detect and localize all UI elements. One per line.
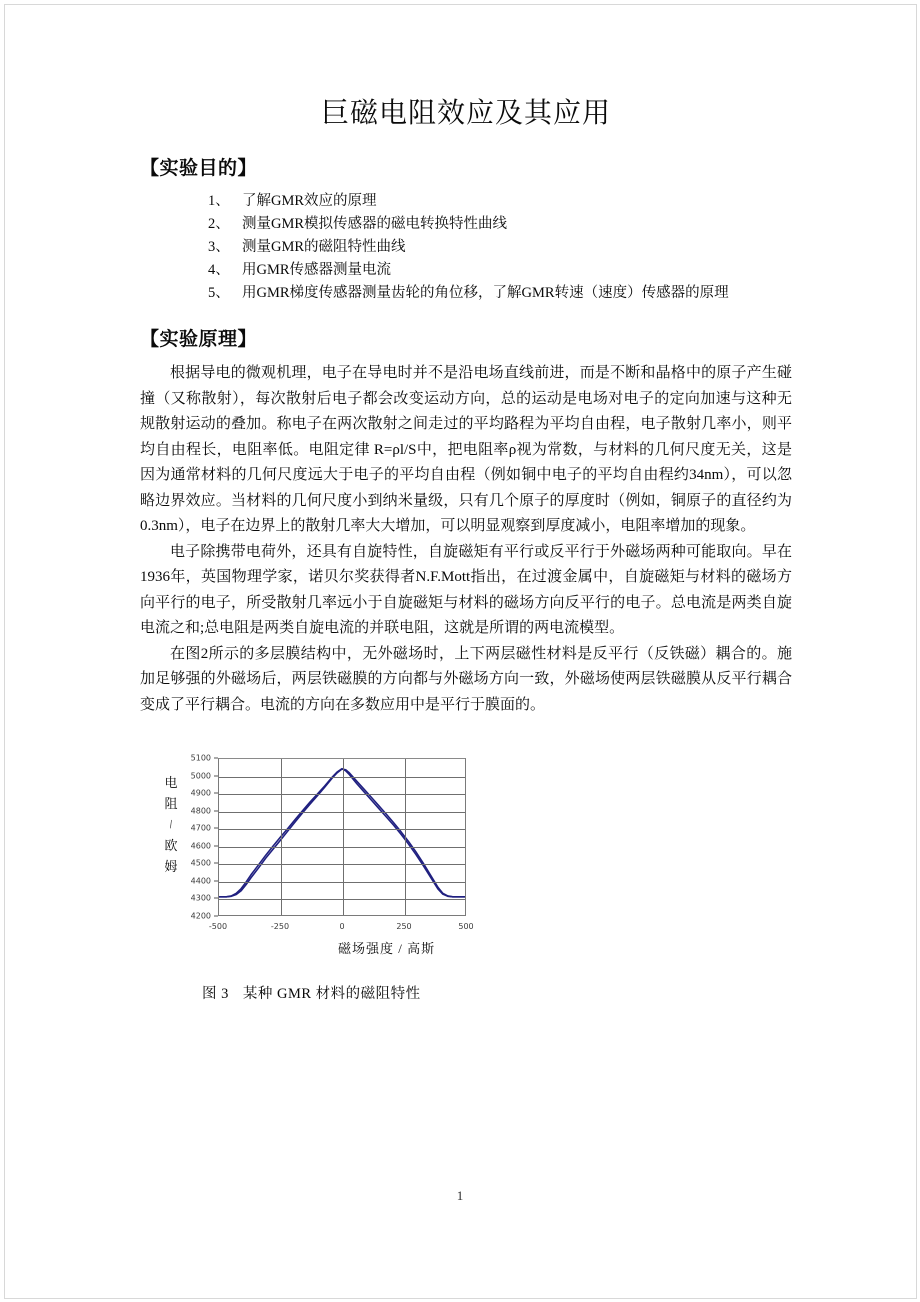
chart-y-tick-label: 4600 <box>190 841 211 851</box>
chart-y-tick-label: 4800 <box>190 806 211 816</box>
list-item-number: 5、 <box>208 285 230 301</box>
chart-x-tick-label: 0 <box>339 922 345 931</box>
chart-gridline-horizontal <box>219 829 465 830</box>
chart-y-tick-label: 4500 <box>190 858 211 868</box>
chart-gridline-horizontal <box>219 899 465 900</box>
list-item-label: 测量GMR模拟传感器的磁电转换特性曲线 <box>242 216 508 232</box>
chart-gridline-vertical <box>281 759 282 915</box>
chart-gridline-horizontal <box>219 847 465 848</box>
chart-y-tick-label: 5100 <box>190 753 211 763</box>
list-item <box>140 213 792 236</box>
chart-magnetoresistance <box>156 753 486 976</box>
chart-gridline-horizontal <box>219 794 465 795</box>
list-item-label: 测量GMR的磁阻特性曲线 <box>242 239 406 255</box>
chart-y-tick-label: 4400 <box>190 876 211 886</box>
list-item-label: 用GMR传感器测量电流 <box>242 262 392 278</box>
objective-list <box>140 190 792 305</box>
chart-curves <box>219 759 465 915</box>
chart-y-tick-label: 4700 <box>190 823 211 833</box>
page-content <box>140 96 792 1003</box>
chart-plot-area <box>218 758 466 916</box>
chart-y-axis-label <box>160 772 182 877</box>
y-axis-label-char: / <box>167 816 174 832</box>
chart-plot-container <box>188 753 486 958</box>
chart-y-axis-ticks <box>188 753 214 923</box>
y-axis-label-char: 阻 <box>164 796 178 811</box>
chart-gridline-horizontal <box>219 882 465 883</box>
y-axis-label-char: 电 <box>164 775 178 790</box>
chart-x-tick-label: 250 <box>396 922 412 931</box>
list-item-number: 1、 <box>208 193 230 209</box>
paragraph-1: 根据导电的微观机理，电子在导电时并不是沿电场直线前进，而是不断和晶格中的原子产生碰撞（又称散射），每次散射后电子都会改变运动方向，总的运动是电场对电子的定向加速与这种无规散射运动的叠加。称电子在两次散射之间走过的平均路程为平均自由程，电子散射几率小，则平均自由程长，电阻率低。电阻定律 R=ρl/S中，把电阻率ρ视为常数，与材料的几何尺度无关，这是因为通常材料的几何尺度远大于电子的平均自由程（例如铜中电子的平均自由程约34nm），可以忽略边界效应。当材料的几何尺度小到纳米量级，只有几个原子的厚度时（例如，铜原子的直径约为0.3nm），电子在边界上的散射几率大大增加，可以明显观察到厚度减小，电阻率增加的现象。 <box>140 365 792 534</box>
chart-x-axis-label: 磁场强度 / 高斯 <box>338 941 436 956</box>
chart-gridline-horizontal <box>219 777 465 778</box>
list-item-label: 了解GMR效应的原理 <box>242 193 377 209</box>
figure-caption-text: 某种 GMR 材料的磁阻特性 <box>242 986 421 1002</box>
paragraph-3: 在图2所示的多层膜结构中，无外磁场时，上下两层磁性材料是反平行（反铁磁）耦合的。施加足够强的外磁场后，两层铁磁膜的方向都与外磁场方向一致，外磁场使两层铁磁膜从反平行耦合变成了平行耦合。电流的方向在多数应用中是平行于膜面的。 <box>140 645 792 713</box>
list-item <box>140 282 792 305</box>
list-item-number: 3、 <box>208 239 230 255</box>
page-title: 巨磁电阻效应及其应用 <box>320 96 611 129</box>
chart-gridline-vertical <box>405 759 406 915</box>
chart-y-tick-label: 4300 <box>190 893 211 903</box>
chart-x-tick-label: -250 <box>270 922 290 931</box>
section-heading-principle: 【实验原理】 <box>140 328 258 350</box>
section-heading-objective: 【实验目的】 <box>140 157 258 179</box>
figure-caption-label: 图 3 <box>202 986 229 1002</box>
chart-x-axis-ticks <box>208 916 474 936</box>
chart-x-tick-label: 500 <box>458 922 474 931</box>
chart-x-tick-label: -500 <box>208 922 228 931</box>
y-axis-label-char: 欧 <box>164 838 178 853</box>
chart-gridline-vertical <box>343 759 344 915</box>
chart-gridline-horizontal <box>219 864 465 865</box>
list-item <box>140 190 792 213</box>
y-axis-label-char: 姆 <box>164 859 178 874</box>
chart-series-line <box>219 769 465 897</box>
figure-3 <box>140 753 792 1003</box>
figure-caption <box>202 982 792 1003</box>
chart-y-tick-label: 4900 <box>190 788 211 798</box>
chart-gridline-horizontal <box>219 812 465 813</box>
chart-series-line <box>219 769 465 897</box>
chart-y-tick-label: 5000 <box>190 771 211 781</box>
list-item-number: 4、 <box>208 262 230 278</box>
list-item-label: 用GMR梯度传感器测量齿轮的角位移，了解GMR转速（速度）传感器的原理 <box>242 285 729 301</box>
list-item <box>140 236 792 259</box>
page-number: 1 <box>456 1188 464 1203</box>
list-item-number: 2、 <box>208 216 230 232</box>
list-item <box>140 259 792 282</box>
paragraph-2: 电子除携带电荷外，还具有自旋特性，自旋磁矩有平行或反平行于外磁场两种可能取向。早在1936年，英国物理学家，诺贝尔奖获得者N.F.Mott指出，在过渡金属中，自旋磁矩与材料的磁场方向平行的电子，所受散射几率远小于自旋磁矩与材料的磁场方向反平行的电子。总电流是两类自旋电流之和;总电阻是两类自旋电流的并联电阻，这就是所谓的两电流模型。 <box>140 543 792 636</box>
chart-y-tick-label: 4200 <box>190 911 211 921</box>
